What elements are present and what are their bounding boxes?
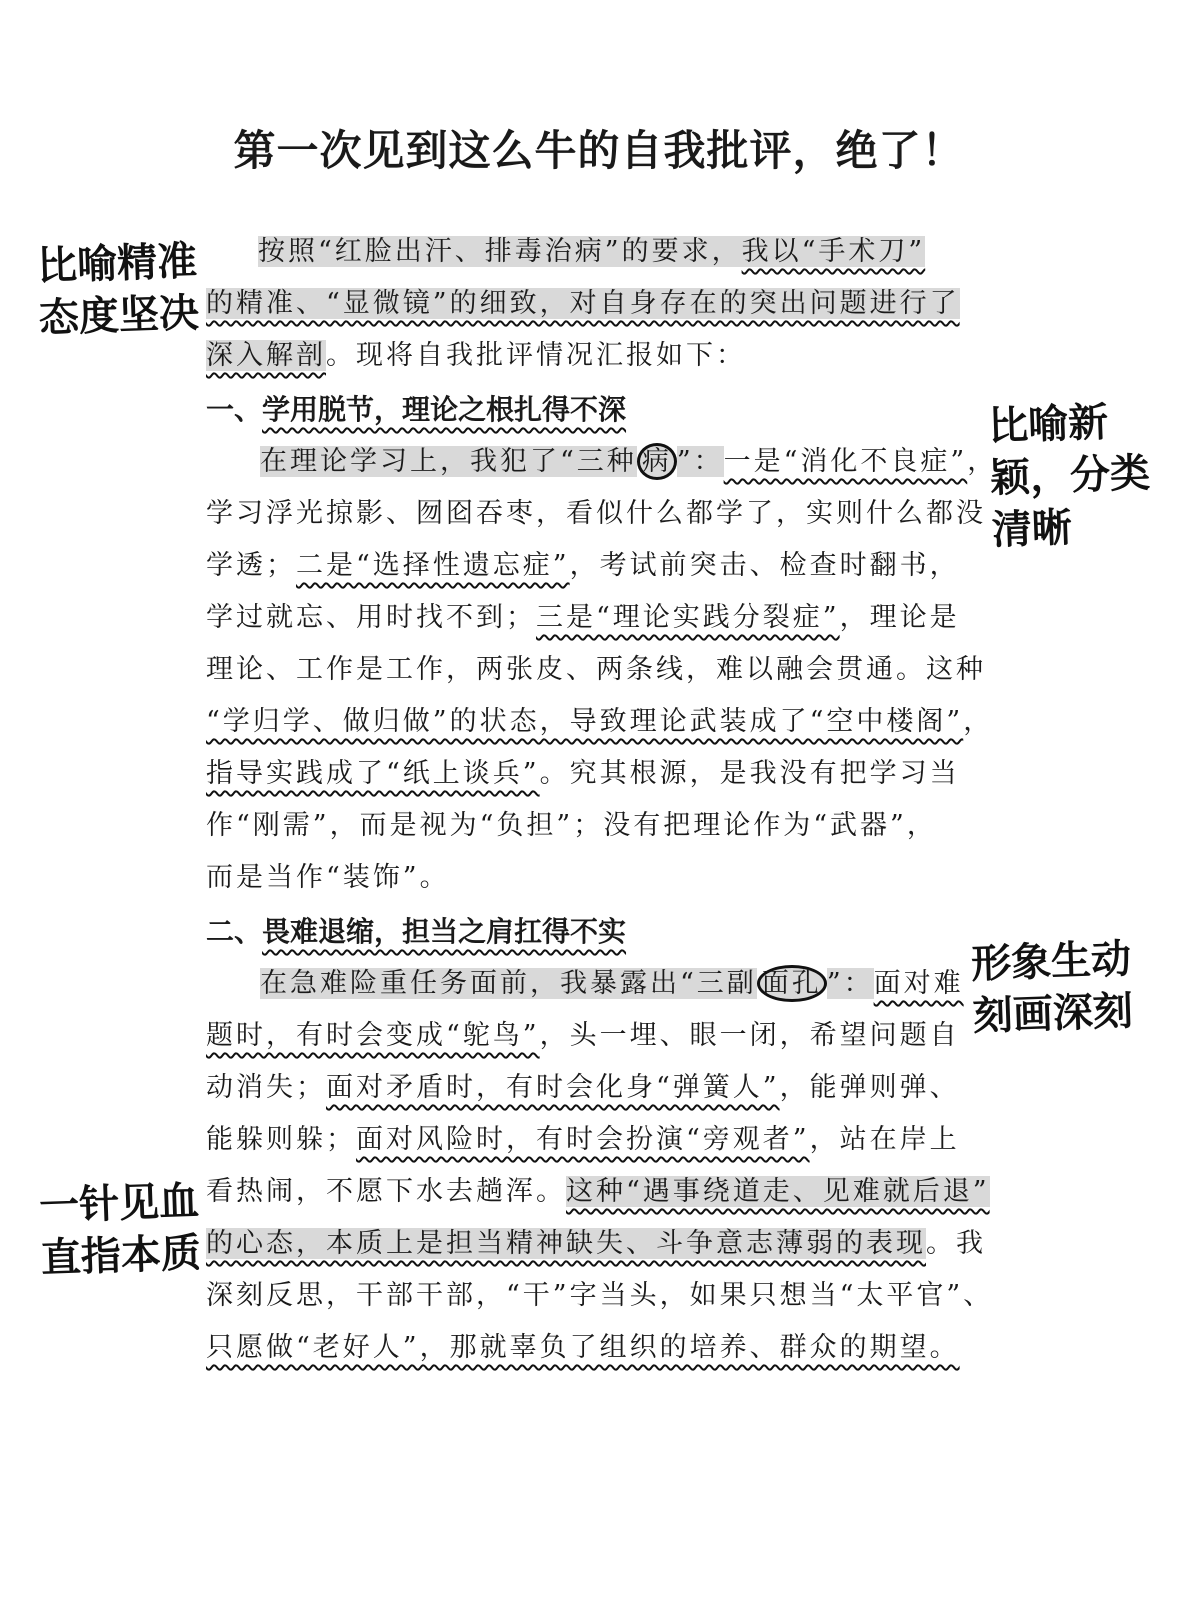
intro-line <box>258 232 925 272</box>
text: ，头一埋、眼一闭，希望问题自 <box>539 1020 960 1051</box>
body-line <box>206 546 960 586</box>
underlined-text: 题时，有时会变成“鸵鸟” <box>206 1020 540 1051</box>
page-title: 第一次见到这么牛的自我批评，绝了！ <box>233 126 965 175</box>
annotation-line: 清晰 <box>991 504 1073 554</box>
body-line <box>206 1172 990 1212</box>
underlined-text: 三是“理论实践分裂症” <box>536 602 840 633</box>
annotation-line: 形象生动 <box>970 936 1132 988</box>
underlined-text: 我以“手术刀” <box>741 236 926 267</box>
underlined-text: 的精准、“显微镜”的细致，对自身存在的突出问题进行了 <box>206 288 960 319</box>
annotation-line: 比喻精准 <box>36 238 198 290</box>
annotation-line: 刻画深刻 <box>972 988 1134 1040</box>
underlined-text: 深入解剖 <box>206 340 326 371</box>
text: 。我 <box>926 1228 986 1259</box>
annotation-line: 态度坚决 <box>38 290 200 342</box>
body-line: 理论、工作是工作，两张皮、两条线，难以融会贯通。这种 <box>206 654 986 685</box>
circled-word: 病 <box>637 443 677 480</box>
text: 能躲则躲； <box>206 1124 356 1155</box>
highlight: ”： <box>826 968 874 999</box>
text: 。究其根源，是我没有把学习当 <box>539 758 960 789</box>
section-number: 二、 <box>206 915 263 948</box>
highlight: 在急难险重任务面前，我暴露出“三副 <box>260 968 757 999</box>
text: 。现将自我批评情况汇报如下： <box>326 340 746 371</box>
body-line <box>206 1224 986 1264</box>
body-line <box>206 598 960 638</box>
text: ，考试前突击、检查时翻书， <box>569 550 960 581</box>
underlined-text: 指导实践成了“纸上谈兵” <box>206 758 540 789</box>
text: ， <box>967 446 998 477</box>
underlined-text: “学归学、做归做”的状态，导致理论武装成了“空中楼阁” <box>206 706 964 737</box>
text: 学过就忘、用时找不到； <box>206 602 536 633</box>
body-line: 作“刚需”，而是视为“负担”；没有把理论作为“武器”， <box>206 810 937 841</box>
body-line: 而是当作“装饰”。 <box>206 862 450 893</box>
underlined-text: 这种“遇事绕道走、见难就后退” <box>566 1176 990 1207</box>
annotation-line: 一针见血 <box>38 1178 200 1230</box>
underlined-text: 面对难 <box>873 968 964 999</box>
text: ，能弹则弹、 <box>779 1072 960 1103</box>
underlined-text: 面对矛盾时，有时会化身“弹簧人” <box>326 1072 780 1103</box>
annotation-line: 直指本质 <box>40 1230 202 1282</box>
section-title: 学用脱节，理论之根扎得不深 <box>262 393 627 426</box>
highlight: 在理论学习上，我犯了“三种 <box>260 446 637 477</box>
section-heading <box>206 912 626 952</box>
text: ， <box>963 706 994 737</box>
circled-word: 面孔 <box>757 965 827 1002</box>
underlined-text: 只愿做“老好人”，那就辜负了组织的培养、群众的期望。 <box>206 1332 960 1363</box>
body-line <box>206 1328 960 1368</box>
body-line: 深刻反思，干部干部，“干”字当头，如果只想当“太平官”、 <box>206 1280 994 1311</box>
body-line: 学习浮光掠影、囫囵吞枣，看似什么都学了，实则什么都没 <box>206 498 986 529</box>
section-heading <box>206 390 626 430</box>
text: ，理论是 <box>839 602 960 633</box>
body-line <box>206 702 993 742</box>
annotation-line: 颖，分类 <box>989 450 1151 502</box>
body-line <box>206 1016 960 1056</box>
underlined-text: 一是“消化不良症” <box>723 446 968 477</box>
underlined-text: 面对风险时，有时会扮演“旁观者” <box>356 1124 810 1155</box>
body-line <box>206 1120 960 1160</box>
text: 学透； <box>206 550 296 581</box>
body-line <box>260 442 997 482</box>
text: 动消失； <box>206 1072 326 1103</box>
underlined-text: 的心态，本质上是担当精神缺失、斗争意志薄弱的表现 <box>206 1228 926 1259</box>
annotation-line: 比喻新 <box>987 399 1109 450</box>
annotation-novel-metaphor <box>987 395 1152 556</box>
text: 看热闹，不愿下水去趟浑。 <box>206 1176 566 1207</box>
annotation-accurate-metaphor <box>36 235 200 345</box>
body-line <box>206 754 960 794</box>
annotation-to-the-point <box>38 1175 202 1285</box>
text: ，站在岸上 <box>809 1124 960 1155</box>
annotation-vivid <box>970 933 1134 1043</box>
body-line <box>206 1068 960 1108</box>
highlight: 按照“红脸出汗、排毒治病”的要求， <box>258 236 742 267</box>
intro-line <box>206 336 746 376</box>
section-number: 一、 <box>206 393 263 426</box>
highlight: ”： <box>676 446 724 477</box>
section-title: 畏难退缩，担当之肩扛得不实 <box>262 915 627 948</box>
body-line <box>260 964 964 1004</box>
intro-line <box>206 284 960 324</box>
underlined-text: 二是“选择性遗忘症” <box>296 550 570 581</box>
